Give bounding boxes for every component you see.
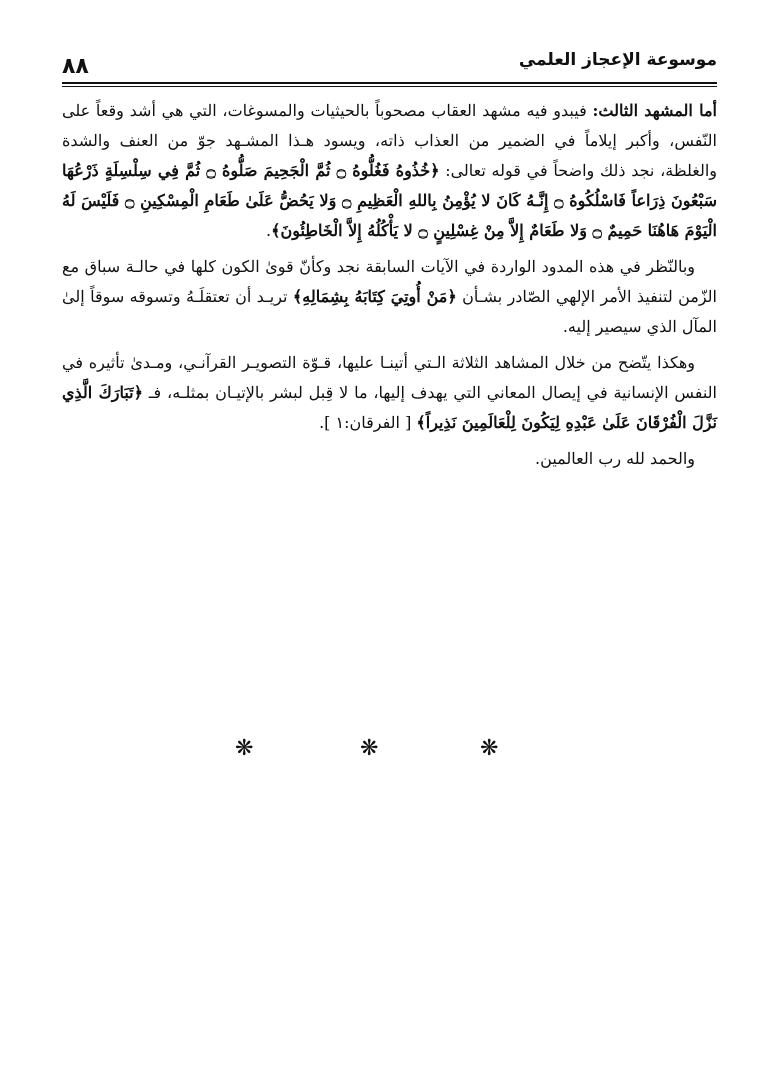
paragraph-conclusion xyxy=(62,348,717,438)
star-icon: ❋ xyxy=(360,736,379,761)
quran-verse: ﴿خُذُوهُ فَغُلُّوهُ ۝ ثُمَّ الْجَحِيمَ صَلُّوهُ ۝ ثُمَّ فِي سِلْسِلَةٍ ذَرْعُهَا سَبْعُونَ ذِرَاعاً فَاسْلُكُوهُ ۝ إِنَّـهُ كَانَ لا يُؤْمِنُ بِاللهِ الْعَظِيمِ ۝ وَلا يَحُضُّ عَلَىٰ طَعَامِ الْمِسْكِينِ ۝ فَلَيْسَ لَهُ الْيَوْمَ هَاهُنَا حَمِيمٌ ۝ وَلا طَعَامٌ إِلاَّ مِنْ غِسْلِينٍ ۝ لا يَأْكُلُهُ إِلاَّ الْخَاطِئُونَ﴾ xyxy=(62,161,718,240)
verse-reference: [ الفرقان:١ ]. xyxy=(319,413,417,432)
paragraph-text: فيبدو فيه مشهد العقاب مصحوباً بالحيثيات والمسوغات، التي هي أشد وقعاً على النّفس، وأكبر إيلاماً في الضمير من العذاب ذاته، ويسود هـذا المشـهد جوّ من العنف والشدة والغلظة، نجد ذلك واضحاً في قوله تعالى: xyxy=(62,101,718,180)
paragraph-lead: أما المشهد الثالث: xyxy=(592,101,717,120)
running-title: موسوعة الإعجاز العلمي xyxy=(518,50,717,70)
paragraph-text: وبالنّظر في هذه المدود الواردة في الآيات السابقة نجد وكأنّ قوىٰ الكون كلها في حالـة سباق مع الزّمن لتنفيذ الأمر الإلهي الصّادر بشـأن xyxy=(62,257,718,306)
page-body xyxy=(62,96,717,480)
header-rule-thin xyxy=(62,86,717,87)
section-ornament xyxy=(0,736,769,766)
paragraph-elongations xyxy=(62,252,717,342)
paragraph-end: . xyxy=(265,221,272,240)
star-icon: ❋ xyxy=(480,736,499,761)
star-icon: ❋ xyxy=(235,736,254,761)
page-number: ٨٨ xyxy=(62,54,89,79)
quran-verse: ﴿تَبَارَكَ الَّذِي نَزَّلَ الْفُرْقَانَ عَلَىٰ عَبْدِهِ لِيَكُونَ لِلْعَالَمِينَ نَذِيراً﴾ xyxy=(62,383,717,432)
paragraph-text: وهكذا يتّضح من خلال المشاهد الثلاثة الـتي أتينـا عليها، قـوّة التصويـر القرآنـي، ومـدىٰ تأثيره في النفس الإنسانية في إيصال المعاني التي يهدف إليها، ما لا قِبل لبشر بالإتيـان بمثلـه، فـ xyxy=(62,353,717,402)
quran-verse: ﴿مَنْ أُوتِيَ كِتَابَهُ بِشِمَالِهِ﴾ xyxy=(292,287,457,306)
header-rule xyxy=(62,82,717,84)
page-header xyxy=(62,48,717,84)
paragraph-third-scene xyxy=(62,96,717,246)
paragraph-closing xyxy=(62,444,717,474)
closing-text: والحمد لله رب العالمين. xyxy=(535,449,695,468)
paragraph-text-continued: تريـد أن تعتقلَـهُ وتسوقه سوقاً إلىٰ المآل الذي سيصير إليه. xyxy=(62,287,717,336)
